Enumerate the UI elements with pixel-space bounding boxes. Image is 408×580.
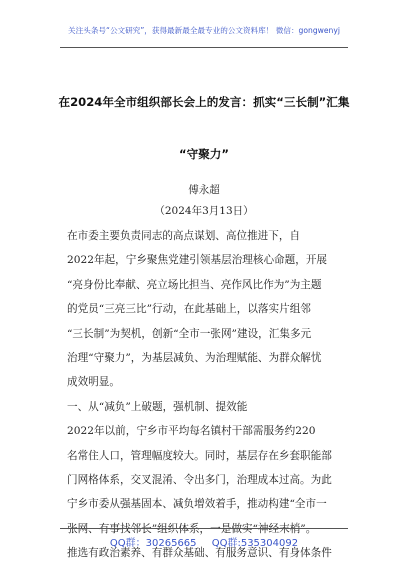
- body-line: 张网、有事找邻长”组织体系，一是做实“神经末梢”。: [67, 522, 317, 535]
- footer-rule: [60, 528, 348, 529]
- header-rule: [60, 47, 348, 48]
- body-line: 门网格体系，交叉混淆、令出多门，治理成本过高。为此: [67, 473, 332, 486]
- body-line: “亮身份比奉献、亮立场比担当、亮作风比作为”为主题: [67, 278, 322, 291]
- author-name: 傅永超: [188, 184, 220, 196]
- body-line: 治理“守聚力”，为基层减负、为治理赋能、为群众解忧: [67, 351, 322, 364]
- body-line: 宁乡市委从强基固本、减负增效着手，推动构建“全市一: [67, 498, 327, 511]
- document-title-line-2: “守聚力”: [178, 147, 230, 161]
- body-line: 在市委主要负责同志的高点谋划、高位推进下，自: [67, 230, 301, 242]
- document-title-line-1: 在2024年全市组织部长会上的发言：抓实“三长制”汇集: [58, 95, 350, 109]
- body-line: 2022年以前，宁乡市平均每名镇村干部需服务约220: [67, 425, 316, 438]
- footer-qq-group-1: QQ群：30265665: [109, 538, 197, 549]
- body-line: 的党员“三亮三比”行动，在此基础上，以落实片组邻: [67, 303, 311, 316]
- footer-qq-group-2: QQ群:535304092: [211, 538, 299, 549]
- body-line: 2022年起，宁乡聚焦党建引领基层治理核心命题，开展: [67, 254, 328, 267]
- header-note: 关注头条号“公文研究”，获得最新最全最专业的公文资料库！ 微信：gongwenyj: [68, 26, 340, 35]
- body-line: 名常住人口，管理幅度较大。同时，基层存在乡套职能部: [67, 449, 332, 462]
- footer: [0, 534, 408, 549]
- body-line: 推选有政治素养、有群众基础、有服务意识、有身体条件: [67, 547, 332, 560]
- body-text: [67, 227, 357, 568]
- body-line: 成效明显。: [67, 376, 120, 389]
- document-date: （2024年3月13日）: [154, 205, 254, 217]
- section-heading: 一、从“减负”上破题，强机制、提效能: [67, 400, 248, 413]
- body-line: “三长制”为契机，创新“全市一张网”建设，汇集多元: [67, 327, 312, 340]
